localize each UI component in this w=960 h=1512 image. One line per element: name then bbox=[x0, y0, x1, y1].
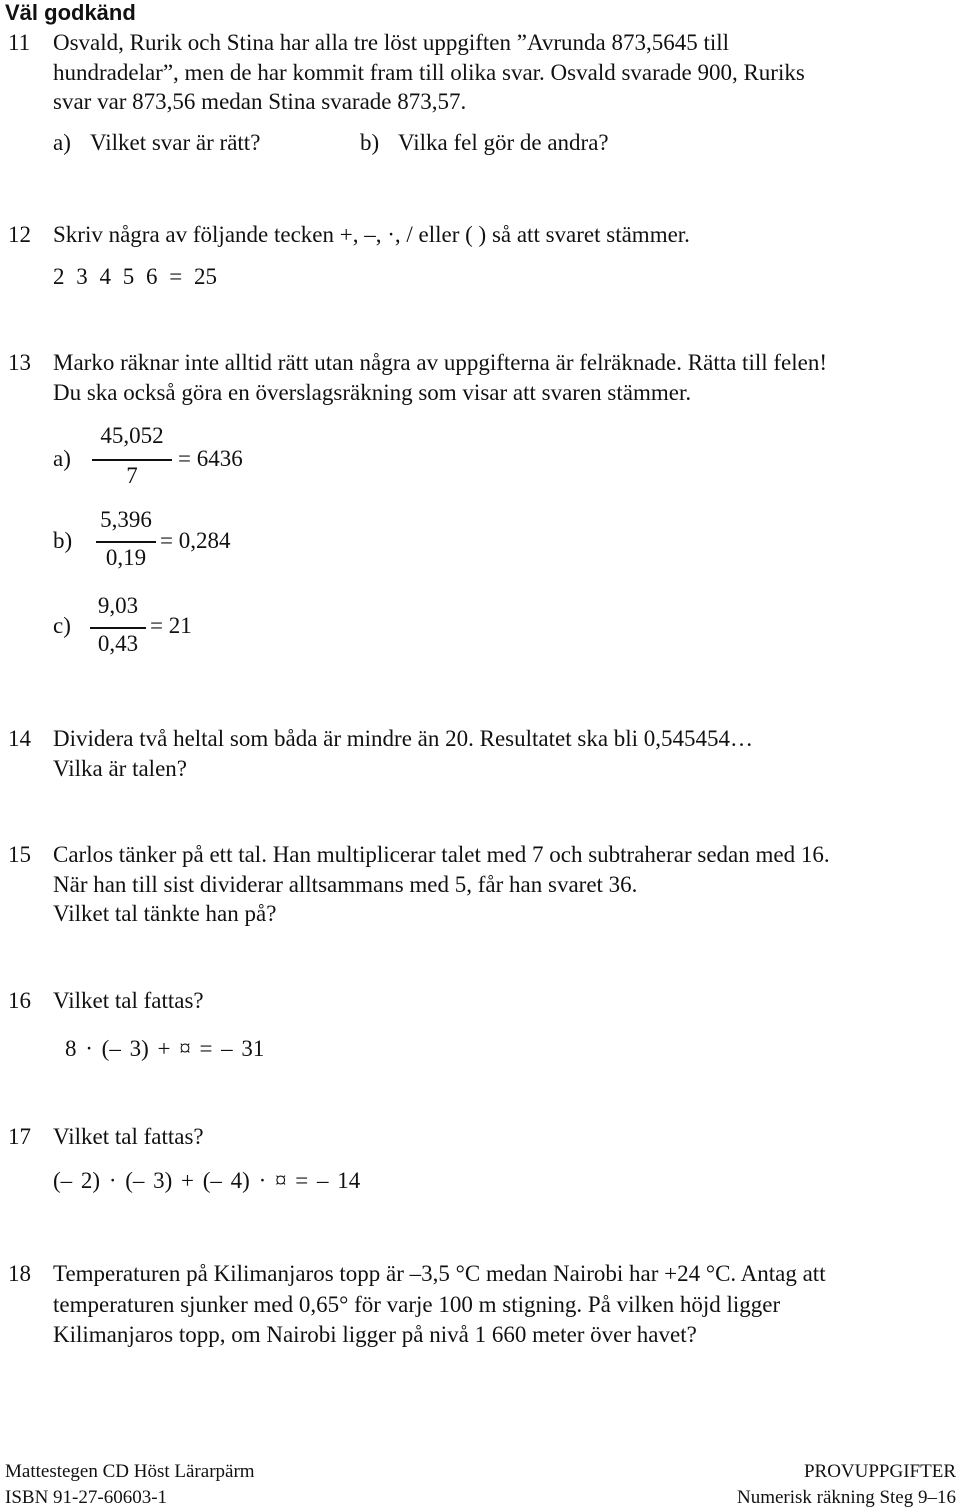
footer-isbn: ISBN 91-27-60603-1 bbox=[5, 1487, 168, 1508]
fraction-bar bbox=[92, 459, 172, 461]
footer-section: PROVUPPGIFTER bbox=[803, 1461, 956, 1482]
math-expression: 8 · (– 3) + ¤ = – 31 bbox=[65, 1036, 265, 1061]
problem-text-line: svar var 873,56 medan Stina svarade 873,57. bbox=[53, 89, 467, 114]
problem-text-line: När han till sist dividerar alltsammans med 5, får han svaret 36. bbox=[53, 872, 638, 897]
problem-text-line: Marko räknar inte alltid rätt utan några av uppgifterna är felräknade. Rätta till felen! bbox=[53, 350, 827, 375]
subquestion-label: a) bbox=[53, 130, 71, 155]
problem-text-line: Vilket tal tänkte han på? bbox=[53, 901, 277, 926]
problem-text-line: Skriv några av följande tecken +, –, ·, / eller ( ) så att svaret stämmer. bbox=[53, 222, 690, 247]
problem-text-line: Du ska också göra en överslagsräkning som visar att svaren stämmer. bbox=[53, 380, 692, 405]
result: = 21 bbox=[150, 613, 192, 638]
problem-text-line: Carlos tänker på ett tal. Han multiplicerar talet med 7 och subtraherar sedan med 16. bbox=[53, 842, 830, 867]
denominator: 0,43 bbox=[97, 631, 139, 656]
problem-text-line: Vilket tal fattas? bbox=[53, 988, 204, 1013]
problem-number: 13 bbox=[8, 350, 31, 375]
subquestion-label: b) bbox=[53, 528, 73, 553]
math-expression: 2 3 4 5 6 = 25 bbox=[53, 264, 217, 289]
problem-number: 16 bbox=[8, 988, 31, 1013]
footer-title: Mattestegen CD Höst Lärarpärm bbox=[5, 1461, 255, 1482]
denominator: 7 bbox=[126, 463, 138, 488]
subquestion-text: Vilket svar är rätt? bbox=[90, 130, 261, 155]
problem-text-line: Vilka är talen? bbox=[53, 756, 187, 781]
problem-text-line: Osvald, Rurik och Stina har alla tre löst uppgiften ”Avrunda 873,5645 till bbox=[53, 30, 730, 55]
problem-text-line: temperaturen sjunker med 0,65° för varje 100 m stigning. På vilken höjd ligger bbox=[53, 1292, 781, 1317]
footer-topic: Numerisk räkning Steg 9–16 bbox=[736, 1487, 956, 1508]
subquestion-label: a) bbox=[53, 446, 71, 471]
subquestion-label: c) bbox=[53, 613, 71, 638]
subquestion-text: Vilka fel gör de andra? bbox=[398, 130, 609, 155]
numerator: 9,03 bbox=[97, 593, 139, 618]
problem-text-line: hundradelar”, men de har kommit fram till olika svar. Osvald svarade 900, Ruriks bbox=[53, 60, 805, 85]
problem-text-line: Kilimanjaros topp, om Nairobi ligger på nivå 1 660 meter över havet? bbox=[53, 1322, 697, 1347]
result: = 0,284 bbox=[160, 528, 231, 553]
numerator: 45,052 bbox=[100, 423, 164, 448]
problem-number: 11 bbox=[8, 30, 31, 55]
fraction-bar bbox=[96, 541, 156, 543]
fraction-bar bbox=[90, 627, 146, 629]
problem-text-line: Vilket tal fattas? bbox=[53, 1124, 204, 1149]
math-expression: (– 2) · (– 3) + (– 4) · ¤ = – 14 bbox=[53, 1168, 361, 1193]
section-heading: Väl godkänd bbox=[5, 0, 136, 25]
problem-number: 15 bbox=[8, 842, 31, 867]
problem-text-line: Temperaturen på Kilimanjaros topp är –3,5 °C medan Nairobi har +24 °C. Antag att bbox=[53, 1261, 826, 1286]
problem-number: 14 bbox=[8, 726, 31, 751]
problem-number: 18 bbox=[8, 1261, 31, 1286]
result: = 6436 bbox=[178, 446, 243, 471]
problem-text-line: Dividera två heltal som båda är mindre än 20. Resultatet ska bli 0,545454… bbox=[53, 726, 754, 751]
problem-number: 12 bbox=[8, 222, 31, 247]
subquestion-label: b) bbox=[360, 130, 380, 155]
denominator: 0,19 bbox=[105, 545, 147, 570]
problem-number: 17 bbox=[8, 1124, 31, 1149]
numerator: 5,396 bbox=[100, 507, 152, 532]
